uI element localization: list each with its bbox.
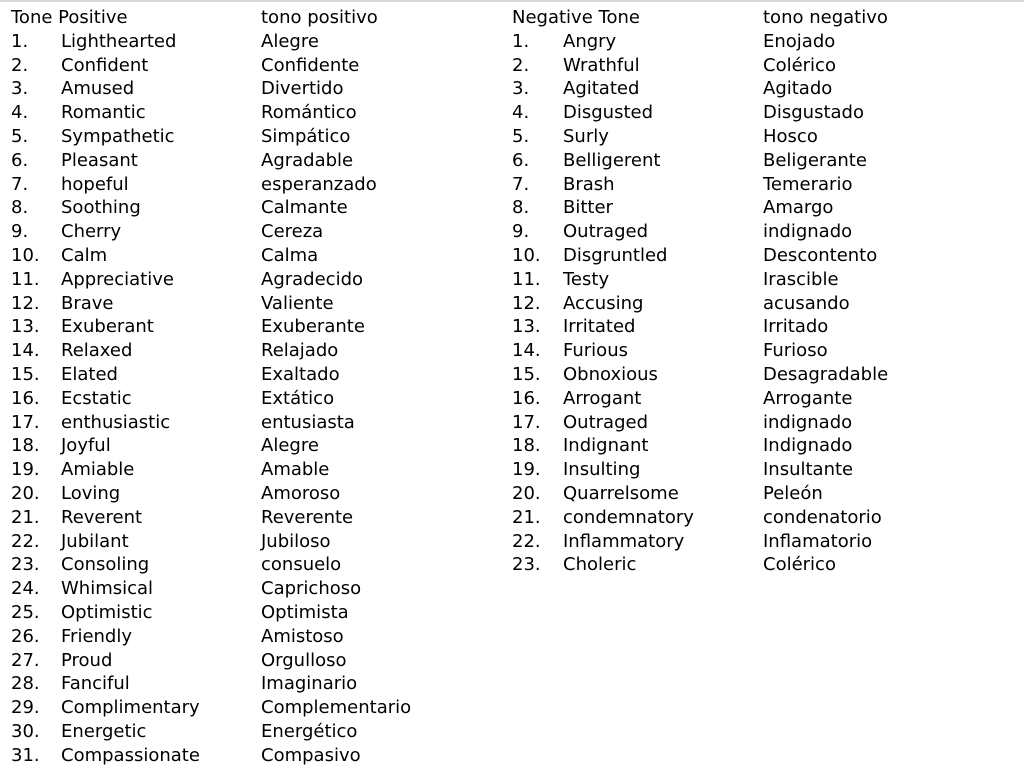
item-number: 15. [11, 363, 40, 385]
item-number: 16. [11, 387, 40, 409]
spanish-word: Agitado [763, 78, 833, 100]
english-word: Compassionate [61, 744, 200, 766]
spanish-word: Irritado [763, 316, 829, 338]
item-number: 12. [512, 292, 541, 314]
item-number: 30. [11, 720, 40, 742]
spanish-word: Amoroso [261, 482, 341, 504]
english-word: condemnatory [563, 506, 694, 528]
item-number: 27. [11, 649, 40, 671]
item-number: 5. [11, 125, 29, 147]
english-word: Romantic [61, 102, 146, 124]
spanish-word: Reverente [261, 506, 354, 528]
item-number: 2. [11, 54, 29, 76]
english-word: Cherry [61, 221, 122, 243]
item-number: 29. [11, 697, 40, 719]
english-word: Disgusted [563, 102, 654, 124]
english-word: Calm [61, 244, 108, 266]
english-word: Surly [563, 125, 609, 147]
english-word: Sympathetic [61, 125, 175, 147]
item-number: 14. [512, 340, 541, 362]
item-number: 21. [512, 506, 541, 528]
item-number: 8. [11, 197, 29, 219]
spanish-word: Irascible [763, 268, 839, 290]
positive-header-english: Tone Positive [11, 7, 128, 28]
item-number: 17. [11, 411, 40, 433]
english-word: Angry [563, 30, 617, 52]
item-number: 10. [11, 244, 40, 266]
item-number: 4. [512, 102, 530, 124]
item-number: 3. [512, 78, 530, 100]
english-word: Elated [61, 363, 118, 385]
item-number: 20. [11, 482, 40, 504]
english-word: Inflammatory [563, 530, 685, 552]
english-word: Amused [61, 78, 135, 100]
english-word: Pleasant [61, 149, 138, 171]
item-number: 2. [512, 54, 530, 76]
item-number: 7. [11, 173, 29, 195]
spanish-word: Agradable [261, 149, 354, 171]
english-word: Outraged [563, 411, 648, 433]
spanish-word: indignado [763, 221, 853, 243]
english-word: Confident [61, 54, 149, 76]
english-word: Accusing [563, 292, 644, 314]
item-number: 14. [11, 340, 40, 362]
english-word: Optimistic [61, 601, 153, 623]
spanish-word: Amistoso [261, 625, 344, 647]
english-word: Belligerent [563, 149, 661, 171]
spanish-word: Inflamatorio [763, 530, 873, 552]
spanish-word: esperanzado [261, 173, 377, 195]
item-number: 23. [512, 554, 541, 576]
spanish-word: Enojado [763, 30, 836, 52]
english-word: Furious [563, 340, 628, 362]
spanish-word: indignado [763, 411, 853, 433]
item-number: 18. [11, 435, 40, 457]
spanish-word: Romántico [261, 102, 357, 124]
item-number: 11. [512, 268, 541, 290]
spanish-word: Peleón [763, 482, 823, 504]
spanish-word: entusiasta [261, 411, 355, 433]
spanish-word: Energético [261, 720, 358, 742]
english-word: Agitated [563, 78, 640, 100]
english-word: Quarrelsome [563, 482, 679, 504]
spanish-word: Exuberante [261, 316, 365, 338]
spanish-word: Jubiloso [261, 530, 331, 552]
spanish-word: Simpático [261, 125, 351, 147]
english-word: Complimentary [61, 697, 200, 719]
spanish-word: Alegre [261, 30, 319, 52]
english-word: Ecstatic [61, 387, 132, 409]
english-word: Loving [61, 482, 121, 504]
spanish-word: Cereza [261, 221, 324, 243]
english-word: Insulting [563, 459, 641, 481]
item-number: 6. [512, 149, 530, 171]
item-number: 25. [11, 601, 40, 623]
english-word: Reverent [61, 506, 143, 528]
item-number: 5. [512, 125, 530, 147]
spanish-word: acusando [763, 292, 850, 314]
english-word: Joyful [61, 435, 111, 457]
spanish-word: Imaginario [261, 673, 358, 695]
item-number: 26. [11, 625, 40, 647]
spanish-word: Disgustado [763, 102, 864, 124]
spanish-word: Colérico [763, 554, 836, 576]
spanish-word: Hosco [763, 125, 818, 147]
item-number: 22. [512, 530, 541, 552]
spanish-word: Compasivo [261, 744, 361, 766]
english-word: Proud [61, 649, 113, 671]
item-number: 1. [512, 30, 530, 52]
english-word: Relaxed [61, 340, 133, 362]
item-number: 19. [11, 459, 40, 481]
spanish-word: Arrogante [763, 387, 853, 409]
english-word: Disgruntled [563, 244, 668, 266]
english-word: Whimsical [61, 578, 154, 600]
negative-header-english: Negative Tone [512, 7, 640, 28]
item-number: 28. [11, 673, 40, 695]
spanish-word: Confidente [261, 54, 360, 76]
item-number: 9. [512, 221, 530, 243]
item-number: 8. [512, 197, 530, 219]
spanish-word: Beligerante [763, 149, 867, 171]
spanish-word: Relajado [261, 340, 339, 362]
spanish-word: consuelo [261, 554, 342, 576]
spanish-word: Divertido [261, 78, 344, 100]
english-word: Brave [61, 292, 114, 314]
spanish-word: Calmante [261, 197, 348, 219]
english-word: enthusiastic [61, 411, 171, 433]
spanish-word: Alegre [261, 435, 319, 457]
english-word: Lighthearted [61, 30, 177, 52]
spanish-word: Exaltado [261, 363, 340, 385]
english-word: Testy [563, 268, 610, 290]
english-word: Fanciful [61, 673, 130, 695]
item-number: 19. [512, 459, 541, 481]
english-word: Obnoxious [563, 363, 658, 385]
spanish-word: Amable [261, 459, 330, 481]
english-word: Brash [563, 173, 615, 195]
item-number: 7. [512, 173, 530, 195]
item-number: 11. [11, 268, 40, 290]
item-number: 1. [11, 30, 29, 52]
item-number: 31. [11, 744, 40, 766]
spanish-word: Descontento [763, 244, 878, 266]
spanish-word: Desagradable [763, 363, 889, 385]
english-word: Choleric [563, 554, 637, 576]
english-word: hopeful [61, 173, 129, 195]
spanish-word: Caprichoso [261, 578, 362, 600]
spanish-word: Furioso [763, 340, 828, 362]
english-word: Soothing [61, 197, 141, 219]
item-number: 20. [512, 482, 541, 504]
spanish-word: Optimista [261, 601, 349, 623]
spanish-word: Insultante [763, 459, 854, 481]
spanish-word: Valiente [261, 292, 334, 314]
item-number: 16. [512, 387, 541, 409]
item-number: 6. [11, 149, 29, 171]
item-number: 22. [11, 530, 40, 552]
english-word: Arrogant [563, 387, 642, 409]
english-word: Friendly [61, 625, 133, 647]
item-number: 4. [11, 102, 29, 124]
item-number: 12. [11, 292, 40, 314]
item-number: 10. [512, 244, 541, 266]
spanish-word: Temerario [763, 173, 853, 195]
spanish-word: Amargo [763, 197, 834, 219]
top-divider [0, 0, 1024, 2]
spanish-word: Orgulloso [261, 649, 347, 671]
spanish-word: Colérico [763, 54, 836, 76]
item-number: 21. [11, 506, 40, 528]
item-number: 13. [11, 316, 40, 338]
english-word: Amiable [61, 459, 135, 481]
negative-header-spanish: tono negativo [763, 7, 888, 28]
english-word: Consoling [61, 554, 150, 576]
spanish-word: Indignado [763, 435, 853, 457]
english-word: Bitter [563, 197, 613, 219]
item-number: 9. [11, 221, 29, 243]
item-number: 15. [512, 363, 541, 385]
english-word: Outraged [563, 221, 648, 243]
item-number: 23. [11, 554, 40, 576]
english-word: Irritated [563, 316, 636, 338]
item-number: 17. [512, 411, 541, 433]
spanish-word: condenatorio [763, 506, 882, 528]
english-word: Exuberant [61, 316, 154, 338]
english-word: Energetic [61, 720, 147, 742]
english-word: Jubilant [61, 530, 129, 552]
item-number: 24. [11, 578, 40, 600]
item-number: 13. [512, 316, 541, 338]
positive-header-spanish: tono positivo [261, 7, 378, 28]
spanish-word: Complementario [261, 697, 412, 719]
english-word: Appreciative [61, 268, 174, 290]
english-word: Indignant [563, 435, 649, 457]
spanish-word: Extático [261, 387, 335, 409]
item-number: 18. [512, 435, 541, 457]
item-number: 3. [11, 78, 29, 100]
spanish-word: Calma [261, 244, 319, 266]
spanish-word: Agradecido [261, 268, 364, 290]
english-word: Wrathful [563, 54, 640, 76]
